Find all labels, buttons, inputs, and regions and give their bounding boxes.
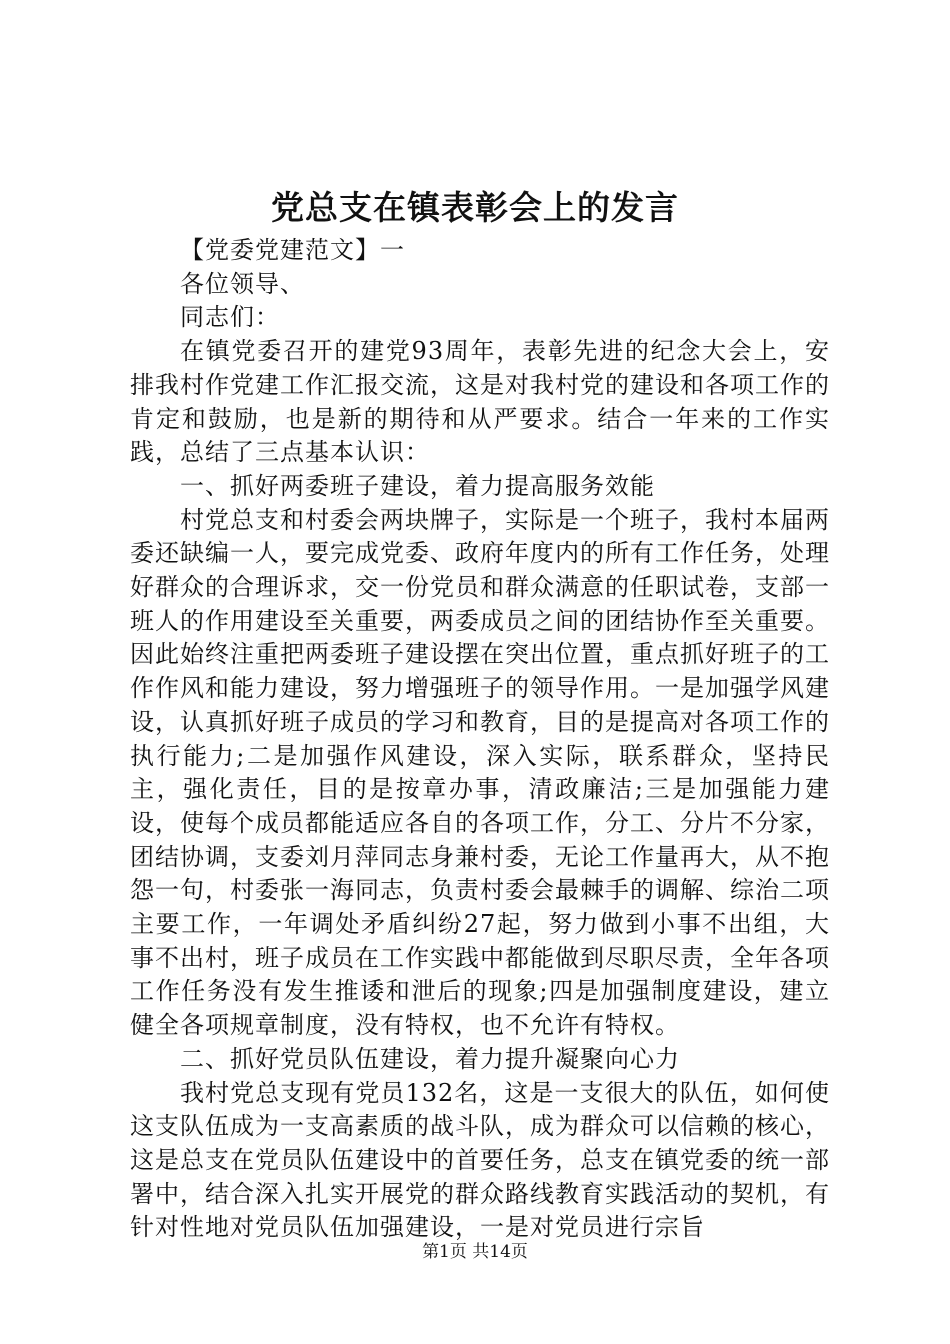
paragraph-category: 【党委党建范文】一 [180, 236, 405, 264]
document-body [130, 234, 830, 1245]
paragraph-intro: 在镇党委召开的建党93周年，表彰先进的纪念大会上，安排我村作党建工作汇报交流，这是对我村党的建设和各项工作的肯定和鼓励，也是新的期待和从严要求。结合一年来的工作实践，总结了三点基本认识： [130, 337, 830, 467]
section-heading-1: 一、抓好两委班子建设，着力提高服务效能 [180, 471, 655, 500]
paragraph-section-2: 我村党总支现有党员132名，这是一支很大的队伍，如何使这支队伍成为一支高素质的战斗队，成为群众可以信赖的核心，这是总支在党员队伍建设中的首要任务，总支在镇党委的统一部署中，结合深入扎实开展党的群众路线教育实践活动的契机，有针对性地对党员队伍加强建设，一是对党员进行宗旨 [130, 1078, 830, 1242]
paragraph-salutation-comrades: 同志们： [180, 303, 280, 332]
paragraph-salutation-leaders: 各位领导、 [180, 269, 305, 298]
paragraph-section-1: 村党总支和村委会两块牌子，实际是一个班子，我村本届两委还缺编一人，要完成党委、政府年度内的所有工作任务，处理好群众的合理诉求，交一份党员和群众满意的任职试卷，支部一班人的作用建设至关重要，两委成员之间的团结协作至关重要。因此始终注重把两委班子建设摆在突出位置，重点抓好班子的工作作风和能力建设，努力增强班子的领导作用。一是加强学风建设，认真抓好班子成员的学习和教育，目的是提高对各项工作的执行能力;二是加强作风建设，深入实际，联系群众，坚持民主，强化责任，目的是按章办事，清政廉洁;三是加强能力建设，使每个成员都能适应各自的各项工作，分工、分片不分家，团结协调，支委刘月萍同志身兼村委，无论工作量再大，从不抱怨一句，村委张一海同志，负责村委会最棘手的调解、综治二项主要工作，一年调处矛盾纠纷27起，努力做到小事不出组，大事不出村，班子成员在工作实践中都能做到尽职尽责，全年各项工作任务没有发生推诿和泄后的现象;四是加强制度建设，建立健全各项规章制度，没有特权，也不允许有特权。 [130, 505, 830, 1040]
section-heading-2: 二、抓好党员队伍建设，着力提升凝聚向心力 [180, 1044, 680, 1073]
document-title: 党总支在镇表彰会上的发言 [271, 188, 679, 227]
page-footer: 第1页 共14页 [422, 1242, 528, 1262]
